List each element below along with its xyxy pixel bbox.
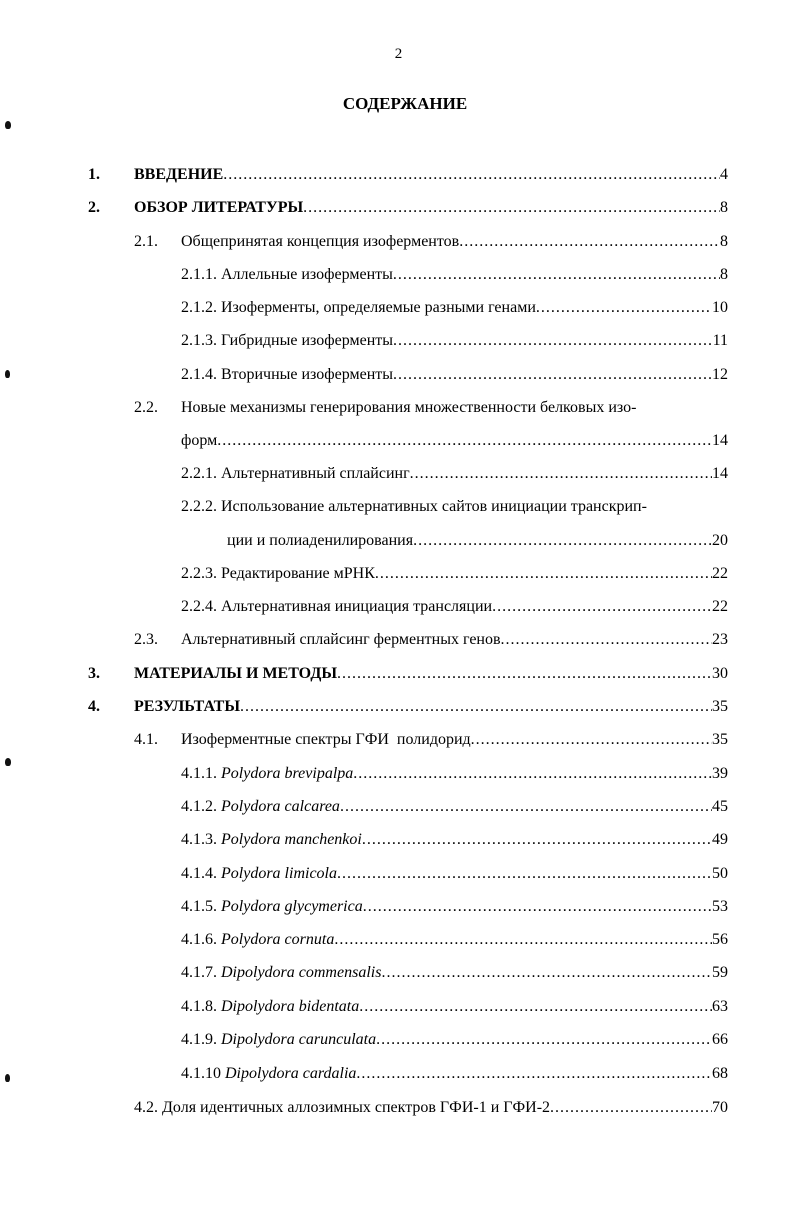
toc-label: Dipolydora carunculata xyxy=(221,1031,377,1048)
toc-number: 4.1.1. xyxy=(181,765,217,782)
toc-page: 14 xyxy=(712,432,728,449)
toc-label: ции и полиаденилирования xyxy=(227,532,414,549)
toc-label: Dipolydora cardalia xyxy=(225,1065,357,1082)
toc-page: 66 xyxy=(712,1031,728,1048)
toc-entry[interactable] xyxy=(0,627,797,653)
toc-page: 12 xyxy=(712,366,728,383)
toc-label: Polydora glycymerica xyxy=(221,898,363,915)
toc-number: 3. xyxy=(88,665,100,682)
toc-number: 2.1.4. xyxy=(181,366,217,383)
toc-label: Polydora calcarea xyxy=(221,798,340,815)
scan-mark xyxy=(5,121,11,129)
toc-label: Вторичные изоферменты xyxy=(221,366,394,383)
page-title: СОДЕРЖАНИЕ xyxy=(342,94,468,113)
toc-label: ВВЕДЕНИЕ xyxy=(134,166,224,183)
toc-entry[interactable] xyxy=(0,994,797,1020)
toc-page: 8 xyxy=(720,233,728,250)
toc-entry[interactable] xyxy=(0,428,797,454)
toc-entry[interactable] xyxy=(0,1095,797,1121)
toc-label: Доля идентичных аллозимных спектров ГФИ-1 и ГФИ-2 xyxy=(162,1099,551,1116)
toc-number: 4.1.6. xyxy=(181,931,217,948)
toc-label: Polydora cornuta xyxy=(221,931,335,948)
toc-label: Использование альтернативных сайтов инициации транскрип- xyxy=(221,498,647,515)
toc-number: 2. xyxy=(88,199,100,216)
toc-entry[interactable] xyxy=(0,794,797,820)
toc-page: 8 xyxy=(720,266,728,283)
toc-label: Альтернативный сплайсинг ферментных генов xyxy=(181,631,501,648)
toc-entry[interactable] xyxy=(0,661,797,687)
toc-number: 4.1.10 xyxy=(181,1065,221,1082)
toc-entry[interactable] xyxy=(0,195,797,221)
toc-entry[interactable] xyxy=(0,162,797,188)
toc-page: 11 xyxy=(712,332,728,349)
toc-page: 45 xyxy=(712,798,728,815)
toc-number: 2.1.1. xyxy=(181,266,217,283)
toc-label: Альтернативный сплайсинг xyxy=(221,465,410,482)
toc-number: 4.1.5. xyxy=(181,898,217,915)
toc-entry[interactable] xyxy=(0,927,797,953)
toc-number: 4.2. xyxy=(134,1099,158,1116)
toc-page: 68 xyxy=(712,1065,728,1082)
toc-number: 4.1.7. xyxy=(181,964,217,981)
toc-entry[interactable] xyxy=(0,594,797,620)
toc-number: 1. xyxy=(88,166,100,183)
toc-entry[interactable] xyxy=(0,528,797,554)
toc-number: 4.1.3. xyxy=(181,831,217,848)
toc-number: 2.1.2. xyxy=(181,299,217,316)
toc-entry[interactable] xyxy=(0,461,797,487)
toc-page: 53 xyxy=(712,898,728,915)
toc-entry-line1[interactable] xyxy=(0,395,797,421)
toc-label: Polydora brevipalpa xyxy=(221,765,354,782)
toc-number: 2.1.3. xyxy=(181,332,217,349)
toc-number: 4.1. xyxy=(134,731,158,748)
toc-page: 30 xyxy=(712,665,728,682)
toc-number: 4. xyxy=(88,698,100,715)
toc-label: Редактирование мРНК xyxy=(221,565,375,582)
toc-entry[interactable] xyxy=(0,229,797,255)
toc-entry[interactable] xyxy=(0,328,797,354)
toc-page: 59 xyxy=(712,964,728,981)
toc-page: 63 xyxy=(712,998,728,1015)
toc-label: МАТЕРИАЛЫ И МЕТОДЫ xyxy=(134,665,338,682)
toc-number: 2.1. xyxy=(134,233,158,250)
toc-label: Dipolydora bidentata xyxy=(221,998,360,1015)
toc-entry[interactable] xyxy=(0,827,797,853)
toc-label: Изоферменты, определяемые разными генами xyxy=(221,299,536,316)
toc-page: 23 xyxy=(712,631,728,648)
toc-page: 14 xyxy=(712,465,728,482)
toc-number: 2.2.2. xyxy=(181,498,217,515)
toc-label: Гибридные изоферменты xyxy=(221,332,394,349)
toc-label: Dipolydora commensalis xyxy=(221,964,382,981)
toc-number: 4.1.8. xyxy=(181,998,217,1015)
toc-entry[interactable] xyxy=(0,1061,797,1087)
toc-entry[interactable] xyxy=(0,1027,797,1053)
toc-page: 70 xyxy=(712,1099,728,1116)
toc-page: 8 xyxy=(720,199,728,216)
toc-label: форм xyxy=(181,432,218,449)
toc-number: 2.2.4. xyxy=(181,598,217,615)
toc-number: 2.3. xyxy=(134,631,158,648)
page-number: 2 xyxy=(394,46,403,62)
toc-entry[interactable] xyxy=(0,694,797,720)
toc-number: 4.1.9. xyxy=(181,1031,217,1048)
toc-label: Аллельные изоферменты xyxy=(221,266,393,283)
toc-page: 22 xyxy=(712,565,728,582)
toc-entry[interactable] xyxy=(0,960,797,986)
toc-number: 4.1.4. xyxy=(181,865,217,882)
toc-label: РЕЗУЛЬТАТЫ xyxy=(134,698,241,715)
toc-label: Альтернативная инициация трансляции xyxy=(221,598,493,615)
toc-entry[interactable] xyxy=(0,761,797,787)
toc-entry-line1[interactable] xyxy=(0,494,797,520)
toc-label: Polydora limicola xyxy=(221,865,337,882)
toc-page: 39 xyxy=(712,765,728,782)
toc-page: 49 xyxy=(712,831,728,848)
toc-entry[interactable] xyxy=(0,561,797,587)
toc-label: Изоферментные спектры ГФИ полидорид xyxy=(181,731,471,748)
toc-number: 2.2.3. xyxy=(181,565,217,582)
toc-page: 10 xyxy=(712,299,728,316)
toc-entry[interactable] xyxy=(0,861,797,887)
toc-entry[interactable] xyxy=(0,262,797,288)
toc-page: 56 xyxy=(712,931,728,948)
toc-page: 20 xyxy=(712,532,728,549)
toc-label: Общепринятая концепция изоферментов xyxy=(181,233,460,250)
toc-entry[interactable] xyxy=(0,727,797,753)
toc-entry[interactable] xyxy=(0,894,797,920)
toc-number: 2.2.1. xyxy=(181,465,217,482)
toc-number: 4.1.2. xyxy=(181,798,217,815)
toc-page: 35 xyxy=(712,731,728,748)
toc-page: 4 xyxy=(720,166,728,183)
toc-entry[interactable] xyxy=(0,362,797,388)
toc-page: 35 xyxy=(712,698,728,715)
toc-number: 2.2. xyxy=(134,399,158,416)
toc-page: 22 xyxy=(712,598,728,615)
toc-label: ОБЗОР ЛИТЕРАТУРЫ xyxy=(134,199,304,216)
toc-label: Polydora manchenkoi xyxy=(221,831,362,848)
toc-entry[interactable] xyxy=(0,295,797,321)
toc-label: Новые механизмы генерирования множественности белковых изо- xyxy=(181,399,637,416)
toc-page: 50 xyxy=(712,865,728,882)
